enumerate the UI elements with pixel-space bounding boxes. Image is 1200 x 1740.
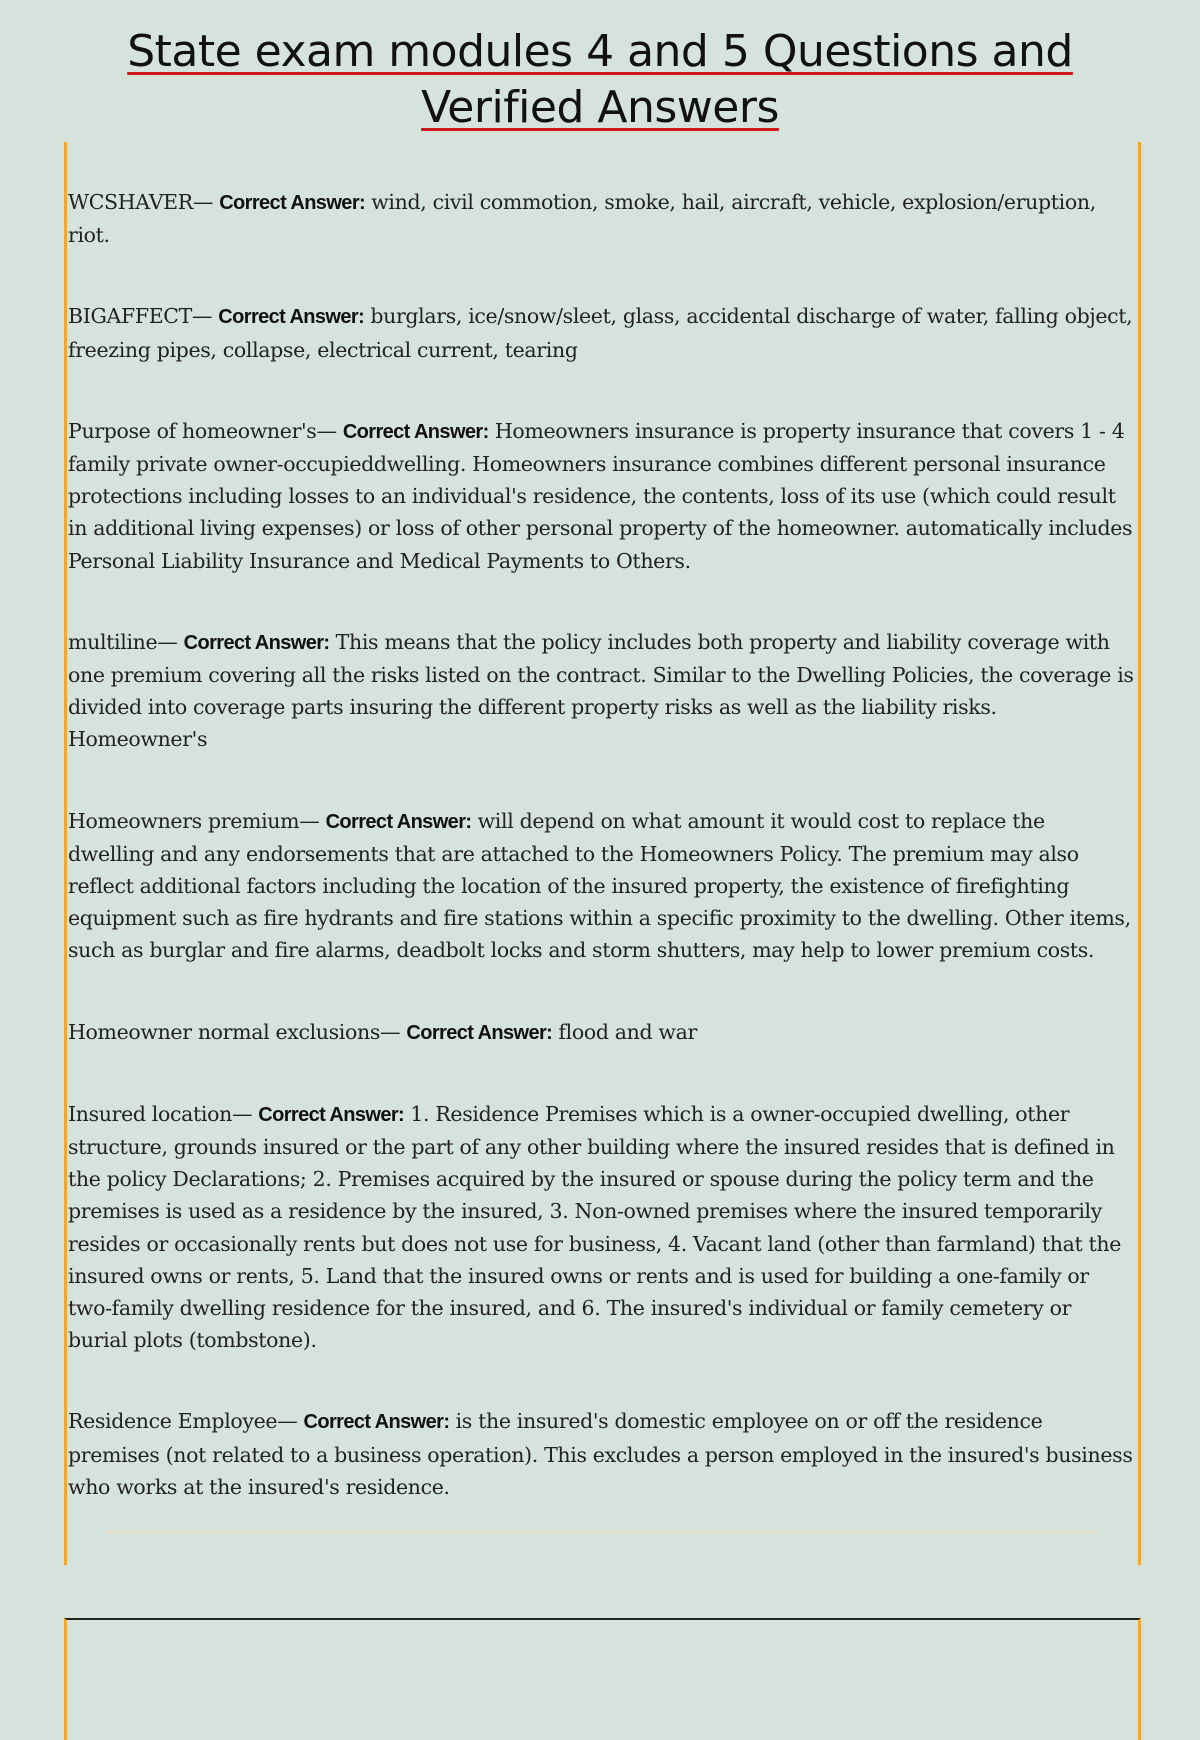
qa-item-purpose-of-homeowners: Purpose of homeowner's— Correct Answer: Homeowners insurance is property insurance that covers 1 - 4 family private owner-occupieddwelling. Homeowners insurance combines different personal insurance protections including losses to an individual's residence, the contents, loss of its use (which could result in additional living expenses) or loss of other personal property of the homeowner. automatically includes Personal Liability Insurance and Medical Payments to Others. xyxy=(68,418,1133,573)
correct-answer-label: Correct Answer: xyxy=(406,1021,553,1044)
title-line-1: State exam modules 4 and 5 Questions and xyxy=(127,26,1073,77)
qa-list xyxy=(68,186,1134,1552)
answer-text: 1. Residence Premises which is a owner-occupied dwelling, other structure, grounds insured or the part of any other building where the insured resides that is defined in the policy Declarations; 2. Premises acquired by the insured or spouse during the policy term and the premises is used as a residence by the insured, 3. Non-owned premises where the insured temporarily resides or occasionally rents but does not use for business, 4. Vacant land (other than farmland) that the insured owns or rents, 5. Land that the insured owns or rents and is used for building a one-family or two-family dwelling residence for the insured, and 6. The insured's individual or family cemetery or burial plots (tombstone). xyxy=(68,1101,1122,1353)
answer-text: flood and war xyxy=(558,1019,697,1044)
correct-answer-label: Correct Answer: xyxy=(303,1411,450,1434)
question-term: Insured location xyxy=(68,1101,232,1126)
divider xyxy=(108,1530,1098,1533)
answer-text: is the insured's domestic employee on or off the residence premises (not related to a business operation). This excludes a person employed in the insured's business who works at the insured's residence. xyxy=(68,1409,1133,1499)
qa-item-bigaffect: BIGAFFECT— Correct Answer: burglars, ice/snow/sleet, glass, accidental discharge of water, falling object, freezing pipes, collapse, electrical current, tearing xyxy=(68,304,1133,362)
answer-text: will depend on what amount it would cost to replace the dwelling and any endorsements that are attached to the Homeowners Policy. The premium may also reflect additional factors including the location of the insured property, the existence of firefighting equipment such as fire hydrants and fire stations within a specific proximity to the dwelling. Other items, such as burglar and fire alarms, deadbolt locks and storm shutters, may help to lower premium costs. xyxy=(68,808,1131,963)
question-term: Homeowners premium xyxy=(68,808,300,833)
next-page-frame xyxy=(64,1618,1141,1740)
qa-item-multiline: multiline— Correct Answer: This means that the policy includes both property and liability coverage with one premium covering all the risks listed on the contract. Similar to the Dwelling Policies, the coverage is divided into coverage parts insuring the different property risks as well as the liability risks. Homeowner's xyxy=(68,629,1134,752)
answer-text: burglars, ice/snow/sleet, glass, accidental discharge of water, falling object, freezing pipes, collapse, electrical current, tearing xyxy=(68,304,1133,362)
correct-answer-label: Correct Answer: xyxy=(219,192,366,214)
answer-text: This means that the policy includes both property and liability coverage with one premium covering all the risks listed on the contract. Similar to the Dwelling Policies, the coverage is divided into coverage parts insuring the different property risks as well as the liability risks. Homeowner's xyxy=(68,629,1134,752)
qa-item-homeowner-normal-exclusions: Homeowner normal exclusions— Correct Answer: flood and war xyxy=(68,1019,697,1044)
correct-answer-label: Correct Answer: xyxy=(325,810,472,833)
correct-answer-label: Correct Answer: xyxy=(218,306,365,329)
qa-item-insured-location: Insured location— Correct Answer: 1. Residence Premises which is a owner-occupied dwelling, other structure, grounds insured or the part of any other building where the insured resides that is defined in the policy Declarations; 2. Premises acquired by the insured or spouse during the policy term and the premises is used as a residence by the insured, 3. Non-owned premises where the insured temporarily resides or occasionally rents but does not use for business, 4. Vacant land (other than farmland) that the insured owns or rents, 5. Land that the insured owns or rents and is used for building a one-family or two-family dwelling residence for the insured, and 6. The insured's individual or family cemetery or burial plots (tombstone). xyxy=(68,1101,1122,1353)
question-term: Purpose of homeowner's xyxy=(68,418,317,443)
question-term: Residence Employee xyxy=(68,1409,278,1434)
correct-answer-label: Correct Answer: xyxy=(342,420,489,443)
document-title xyxy=(0,24,1200,136)
correct-answer-label: Correct Answer: xyxy=(258,1103,405,1126)
title-line-2: Verified Answers xyxy=(421,82,779,133)
answer-text: wind, civil commotion, smoke, hail, aircraft, vehicle, explosion/eruption, riot. xyxy=(68,190,1096,248)
question-term: Homeowner normal exclusions xyxy=(68,1019,381,1044)
correct-answer-label: Correct Answer: xyxy=(183,631,330,654)
question-term: multiline xyxy=(68,629,158,654)
qa-item-residence-employee: Residence Employee— Correct Answer: is the insured's domestic employee on or off the residence premises (not related to a business operation). This excludes a person employed in the insured's business who works at the insured's residence. xyxy=(68,1409,1133,1499)
qa-item-wcshaver: WCSHAVER— Correct Answer: wind, civil commotion, smoke, hail, aircraft, vehicle, explosion/eruption, riot. xyxy=(68,190,1096,248)
question-term: WCSHAVER xyxy=(68,190,193,214)
question-term: BIGAFFECT xyxy=(68,304,192,329)
answer-text: Homeowners insurance is property insurance that covers 1 - 4 family private owner-occupieddwelling. Homeowners insurance combines different personal insurance protections including losses to an individual's residence, the contents, loss of its use (which could result in additional living expenses) or loss of other personal property of the homeowner. automatically includes Personal Liability Insurance and Medical Payments to Others. xyxy=(68,418,1133,573)
qa-item-homeowners-premium: Homeowners premium— Correct Answer: will depend on what amount it would cost to replace the dwelling and any endorsements that are attached to the Homeowners Policy. The premium may also reflect additional factors including the location of the insured property, the existence of firefighting equipment such as fire hydrants and fire stations within a specific proximity to the dwelling. Other items, such as burglar and fire alarms, deadbolt locks and storm shutters, may help to lower premium costs. xyxy=(68,808,1131,963)
